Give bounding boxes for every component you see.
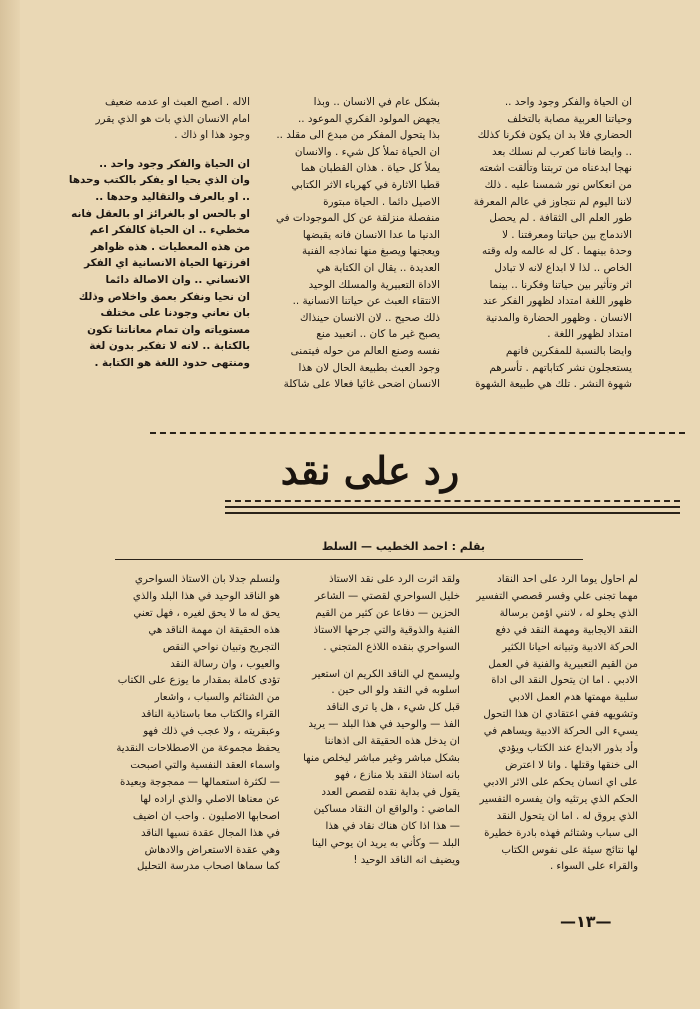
byline-rule (115, 559, 583, 560)
article-column-right-text: لم احاول يوما الرد على احد النقاد مهما تجنى علي وفسر قصصي التفسير الذي يحلو له ، لانني اؤمن برسالة النقد الايجابية ومهمة النقد في دفع الحركة الادبية وتبيانه احيانا الكثير من القيم التعبيرية والفنية في العمل الادبي . اما ان يتحول النقد الى اداة سلبية مهمتها هدم العمل الادبي وتشويهه ففي اعتقادي ان هذا التحول يسيء الى الحركة الادبية ويساهم في وأد بذور الابداع عند الكتاب ويؤدي الى خنقها وقتلها . وانا لا اعترض على اي انسان يحكم على الاثر الادبي الحكم الذي يرتئيه وان يفسره التفسير الذي يروق له . اما ان يتحول النقد الى سباب وشتائم فهذه بادرة خطيرة لها نتائج سيئة على نفوس الكتاب والقراء على السواء . (476, 574, 638, 873)
title-bottom-rule-1 (225, 506, 680, 508)
top-column-left-bold-text: ان الحياة والفكر وجود واحد .. وان الذي يحيا او يفكر بالكتب وحدها .. او بالعرف والتقاليد وحدها .. او بالحس او بالغرائز او بالعقل فانه مخطيء .. ان الحياة كالفكر اعم من هذه المعطيات . هذه ظواهر افرزتها الحياة الانسانية اي الفكر الانساني .. وان الاصالة دائما ان نحيا ونفكر بعمق واخلاص وذلك بان نعاني وجودنا على مختلف مستوياته وان تمام معاناتنا تكون بالكتابة .. لانه لا تفكير بدون لغة ومنتهى حدود اللغة هو الكتابة . (68, 157, 250, 369)
page-number: —١٣— (560, 912, 612, 931)
article-column-left-text: ولنسلم جدلا بان الاستاذ السواحري هو الناقد الوحيد في هذا البلد والذي يحق له ما لا يحق لغيره ، فهل تعني هذه الحقيقة ان مهمة الناقد هي التجريح وتبيان نواحي النقص والعيوب ، وان رسالة النقد تؤدى كاملة بمقدار ما يوزع على الكتاب من الشتائم والسباب ، واشعار القراء والكتاب معا باستاذية الناقد وعبقريته ، ولا عجب في ذلك فهو يحفظ مجموعة من الاصطلاحات النقدية واسماء العقد النفسية والتي اصبحت — لكثرة استعمالها — ممجوجة وبعيدة عن معناها الاصلي والذي اراده لها اصحابها الاصليون . واحب ان اضيف في هذا المجال عقدة نسيها الناقد وهي عقدة الاستعراض والادهاش كما سماها اصحاب مدرسة التحليل (116, 574, 280, 873)
top-column-middle-text: بشكل عام في الانسان .. وبذا يجهض المولود الفكري الموعود .. بذا يتحول المفكر من مبدع الى مقلد .. ان الحياة تملأ كل شيء . والانسان يملأ كل حياة . هذان القطبان هما قطبا الاثارة في كهرباء الاثر الكتابي الاصيل دائما . الحياة مبتورة منفصلة منزلقة عن كل الموجودات في الدنيا ما عدا الانسان فانه يقبضها ويعجنها ويصبغ منها نماذجه الفنية العديدة .. يقال ان الكتابة هي الاداة التعبيرية والمسلك الوحيد الانتقاء العبث عن حياتنا الانسانية .. ذلك صحيح .. لان الانسان حينذاك يصبح غير ما كان .. انعبيد منع نفسه وصنع العالم من حوله فيتمنى وجود العبث بطبيعة الحال لان هذا الانسان اضحى غائيا فعالا على شاكلة (276, 96, 440, 391)
title-top-rule (150, 432, 685, 434)
title-bottom-rule-2 (225, 512, 680, 514)
top-column-middle (258, 94, 440, 412)
top-column-right-text: ان الحياة والفكر وجود واحد .. وحياتنا العربية مصابة بالتخلف الحضاري فلا بد ان يكون فكرنا كذلك .. وايضا فاننا كعرب لم نسلك بعد نهجا ابدعناه من تربتنا وتألقت اشعته من انعكاس نور شمسنا عليه . ذلك لاننا اليوم لم نتجاوز في عالم المعرفة طور العلم الى الثقافة . لم يحصل الاندماج بين حياتنا ومعرفتنا . لا وحدة بينهما . كل له عالمه وله وقته الخاص .. لذا لا ابداع لانه لا تبادل اثر وتأثير بين حياتنا وفكرنا .. بينما ظهور اللغة امتداد لظهور الفكر عند الانسان . وظهور الحضارة والمدنية امتداد لظهور اللغة . وايضا بالنسبة للمفكرين فانهم يستعجلون نشر كتاباتهم . تأسرهم شهوة النشر . تلك هي طبيعة الشهوة (473, 96, 632, 391)
top-column-left-text: الاله . اصبح العبث او عدمه ضعيف امام الانسان الذي بات هو الذي يقرر وجود هذا او ذاك . (95, 96, 250, 142)
top-column-right (450, 94, 632, 412)
article-column-middle-para-1: ولقد اثرت الرد على نقد الاستاذ خليل السواحري لقصتي — الشاعر الحزين — دفاعا عن كثير من القيم الفنية والذوقية والتي جرحها الاستاذ السواحري بنقده اللاذع المتجني . (313, 574, 460, 653)
article-column-middle (288, 572, 460, 908)
article-title: رد على نقد (280, 448, 460, 493)
article-column-left (92, 572, 280, 908)
title-bottom-rule-dashed (225, 500, 680, 502)
article-column-right (468, 572, 638, 900)
byline: بقلم : احمد الخطيب — السلط (321, 540, 485, 553)
article-column-middle-para-2: وليسمح لي الناقد الكريم ان استعير اسلوبه في النقد ولو الى حين . قبل كل شيء ، هل يا ترى الناقد الفذ — والوحيد في هذا البلد — يريد ان يدخل هذه الحقيقة الى اذهاننا بشكل مباشر وغير مباشر ليخلص منها بانه استاذ النقد بلا منازع ، فهو يقول في بداية نقده لقصص العدد الماضي : والواقع ان النقاد مساكين — هذا اذا كان هناك نقاد في هذا البلد — وكأني به يريد ان يوحي الينا ويضيف انه الناقد الوحيد ! (303, 668, 460, 866)
top-column-left (66, 94, 250, 424)
